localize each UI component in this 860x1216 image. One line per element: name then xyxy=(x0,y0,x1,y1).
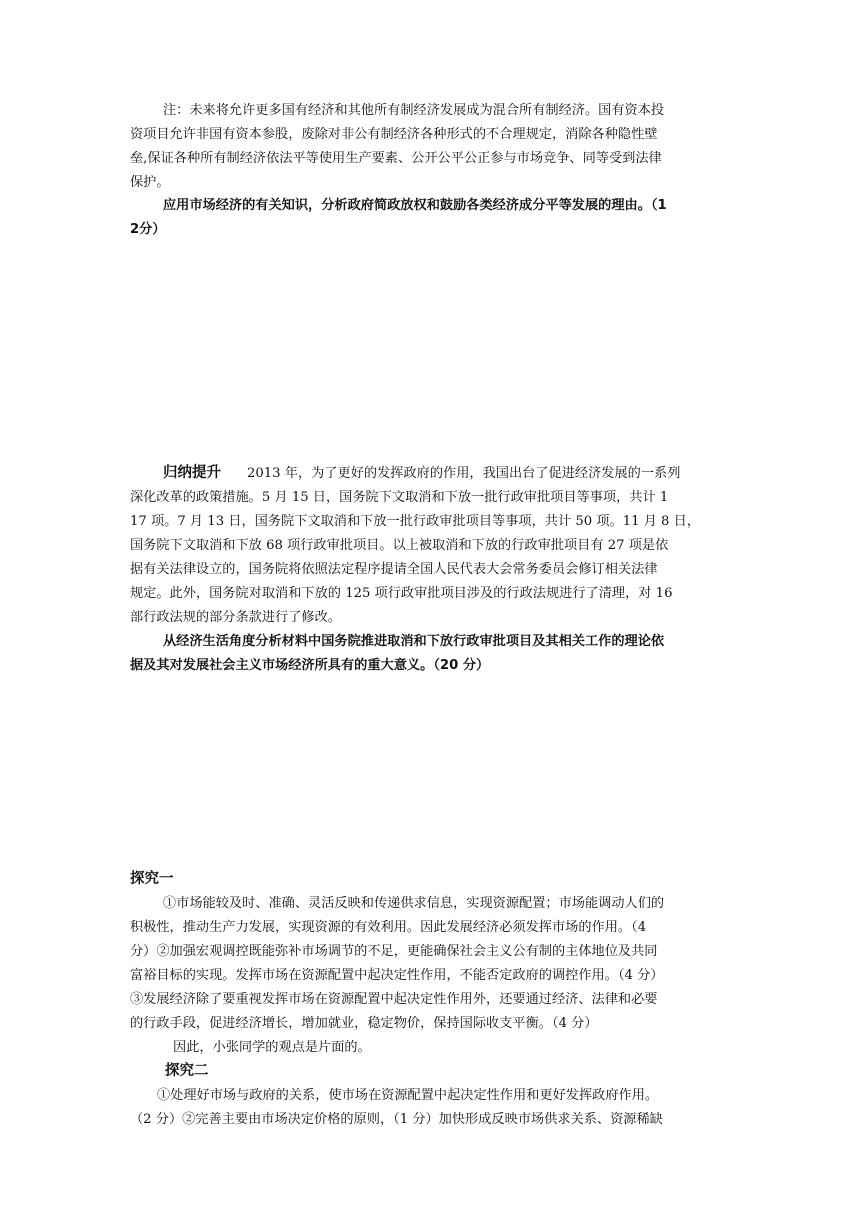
summary-label: 归纳提升 xyxy=(163,465,221,481)
question1-line-2: 2分） xyxy=(130,222,166,237)
note-line-1: 注：未来将允许更多国有经济和其他所有制经济发展成为混合所有制经济。国有资本投 xyxy=(163,103,665,118)
question2-line-2: 据及其对发展社会主义市场经济所具有的重大意义。（20 分） xyxy=(130,658,490,673)
explore2-line-1: ①处理好市场与政府的关系，使市场在资源配置中起决定性作用和更好发挥政府作用。 xyxy=(157,1088,659,1103)
summary-line-3: 17 项。7 月 13 日，国务院下文取消和下放一批行政审批项目等事项，共计 50 项。11 月 8 日， xyxy=(130,514,701,529)
explore1-line-1: ①市场能较及时、准确、灵活反映和传递供求信息，实现资源配置；市场能调动人们的 xyxy=(163,896,665,911)
summary-line-2: 深化改革的政策措施。5 月 15 日，国务院下文取消和下放一批行政审批项目等事项，共计 1 xyxy=(130,490,669,505)
question1-line-1: 应用市场经济的有关知识，分析政府简政放权和鼓励各类经济成分平等发展的理由。（1 xyxy=(163,198,667,213)
explore1-line-3: 分）②加强宏观调控既能弥补市场调节的不足，更能确保社会主义公有制的主体地位及共同 xyxy=(130,944,658,959)
explore1-line-4: 富裕目标的实现。发挥市场在资源配置中起决定性作用，不能否定政府的调控作用。（4 分） xyxy=(130,968,664,983)
summary-intro: 2013 年，为了更好的发挥政府的作用，我国出台了促进经济发展的一系列 xyxy=(247,466,681,481)
note-line-4: 保护。 xyxy=(130,175,170,190)
summary-line-7: 部行政法规的部分条款进行了修改。 xyxy=(130,610,341,625)
explore1-line-2: 积极性，推动生产力发展，实现资源的有效利用。因此发展经济必须发挥市场的作用。（4 xyxy=(130,920,647,935)
explore1-line-5: ③发展经济除了要重视发挥市场在资源配置中起决定性作用外，还要通过经济、法律和必要 xyxy=(130,992,658,1007)
question2-line-1: 从经济生活角度分析材料中国务院推进取消和下放行政审批项目及其相关工作的理论依 xyxy=(163,634,665,649)
explore1-conclusion: 因此，小张同学的观点是片面的。 xyxy=(173,1040,371,1055)
summary-line-6: 规定。此外，国务院对取消和下放的 125 项行政审批项目涉及的行政法规进行了清理，对 16 xyxy=(130,586,673,601)
summary-line-5: 据有关法律设立的，国务院将依照法定程序提请全国人民代表大会常务委员会修订相关法律 xyxy=(130,562,658,577)
explore1-line-6: 的行政手段，促进经济增长，增加就业，稳定物价，保持国际收支平衡。（4 分） xyxy=(130,1016,598,1031)
summary-line-4: 国务院下文取消和下放 68 项行政审批项目。以上被取消和下放的行政审批项目有 27 项是依 xyxy=(130,538,669,553)
explore1-heading: 探究一 xyxy=(130,871,174,887)
summary-first-line xyxy=(163,465,680,482)
explore2-line-2: （2 分）②完善主要由市场决定价格的原则，（1 分）加快形成反映市场供求关系、资源稀缺 xyxy=(130,1112,663,1127)
note-line-3: 垒,保证各种所有制经济依法平等使用生产要素、公开公平公正参与市场竞争、同等受到法律 xyxy=(130,151,662,166)
explore2-heading: 探究二 xyxy=(165,1063,209,1079)
note-line-2: 资项目允许非国有资本参股，废除对非公有制经济各种形式的不合理规定，消除各种隐性壁 xyxy=(130,127,658,142)
